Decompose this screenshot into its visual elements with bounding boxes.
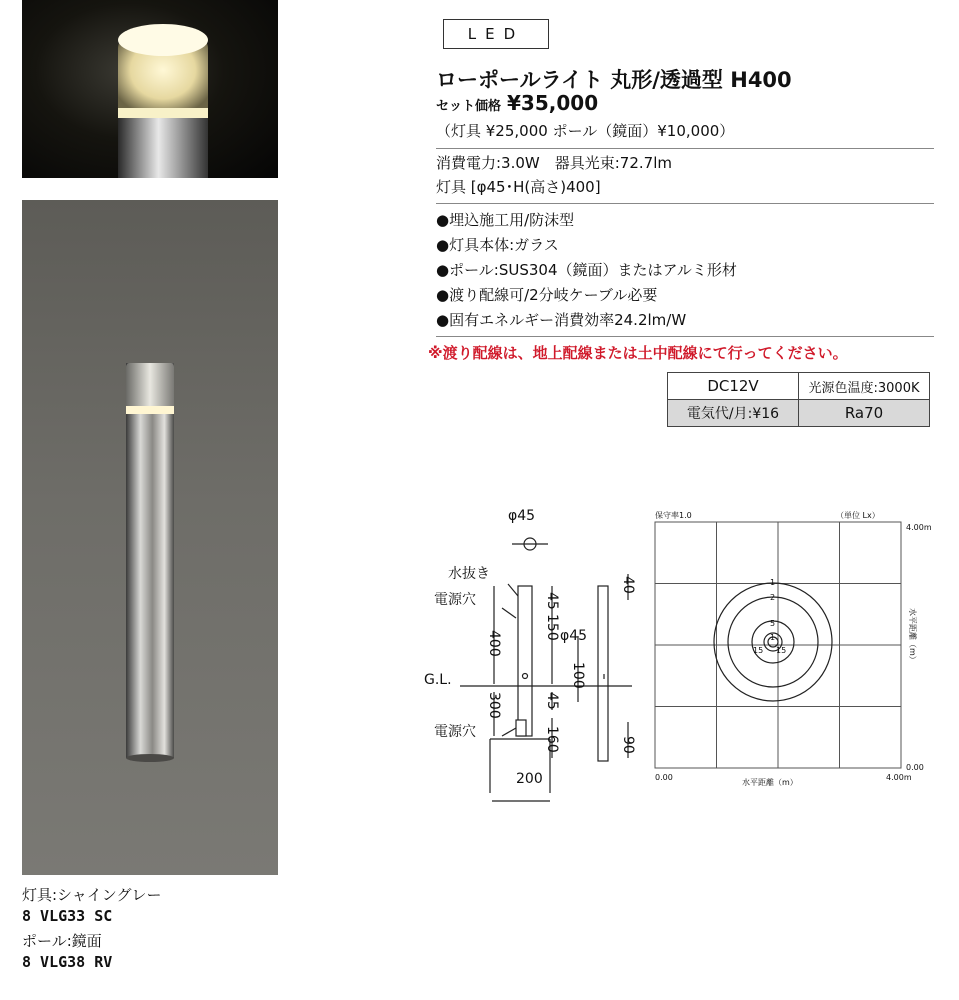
dim-200: 200 [516, 771, 543, 787]
contour-label: 15 [776, 646, 787, 655]
divider [436, 203, 934, 204]
ra-cell: Ra70 [799, 400, 930, 427]
feature-item: ●ポール:SUS304（鏡面）またはアルミ形材 [436, 261, 737, 279]
contour-label: 5 [770, 619, 776, 628]
contour-label: 1 [770, 633, 776, 642]
electricity-cost-cell: 電気代/月:¥16 [668, 400, 799, 427]
drain-label: 水抜き [448, 566, 490, 582]
y-max-label: 4.00m [906, 523, 932, 532]
fixture-finish: 灯具:シャイングレー [22, 886, 162, 904]
maintenance-factor: 保守率1.0 [655, 511, 692, 520]
dim-160: 160 [544, 726, 560, 753]
spec-power-flux: 消費電力:3.0W 器具光束:72.7lm [436, 154, 672, 172]
contour-label: 15 [753, 646, 764, 655]
dim-100: 100 [570, 662, 586, 689]
y-zero-label: 0.00 [906, 763, 924, 772]
set-price-value: ¥35,000 [507, 91, 599, 115]
power-hole-label-lower: 電源穴 [434, 724, 476, 740]
product-photo-closeup [22, 0, 278, 178]
diameter-top-label: φ45 [508, 508, 536, 524]
contour-label: 1 [770, 578, 776, 587]
unit-label: （単位 Lx） [836, 511, 880, 520]
closeup-illustration [22, 0, 278, 178]
pole-illustration [22, 200, 278, 875]
feature-item: ●灯具本体:ガラス [436, 236, 559, 254]
contour-label: 2 [770, 593, 776, 602]
x-max-label: 4.00m [886, 773, 912, 782]
color-temp-cell: 光源色温度:3000K [799, 373, 930, 400]
voltage-cell: DC12V [668, 373, 799, 400]
product-title: ローポールライト 丸形/透過型 H400 [436, 68, 792, 92]
set-price [436, 91, 598, 115]
dim-45-mid: 45 [544, 692, 560, 710]
feature-item: ●固有エネルギー消費効率24.2lm/W [436, 311, 687, 329]
pole-finish: ポール:鏡面 [22, 932, 102, 950]
illuminance-chart [650, 508, 950, 798]
spec-table [667, 372, 930, 427]
dim-300: 300 [486, 692, 502, 719]
price-breakdown: （灯具 ¥25,000 ポール（鏡面）¥10,000） [436, 122, 735, 140]
dim-40: 40 [620, 576, 636, 594]
dim-400: 400 [486, 630, 502, 657]
gl-label: G.L. [424, 672, 452, 688]
dim-45-top: 45 [544, 592, 560, 610]
wiring-note: ※渡り配線は、地上配線または土中配線にて行ってください。 [428, 344, 848, 362]
fixture-code: 8 VLG33 SC [22, 907, 113, 925]
power-hole-label: 電源穴 [434, 592, 476, 608]
feature-item: ●埋込施工用/防沫型 [436, 211, 575, 229]
dim-150: 150 [544, 614, 560, 641]
x-zero-label: 0.00 [655, 773, 673, 782]
diameter-side-label: φ45 [560, 628, 588, 644]
divider [436, 148, 934, 149]
divider [436, 336, 934, 337]
led-badge: LED [443, 19, 549, 49]
set-price-label: セット価格 [436, 99, 502, 114]
feature-item: ●渡り配線可/2分岐ケーブル必要 [436, 286, 658, 304]
y-axis-label: 水平距離（m） [908, 608, 917, 664]
x-axis-label: 水平距離（m） [742, 778, 798, 787]
spec-dimensions: 灯具 [φ45･H(高さ)400] [436, 178, 601, 196]
product-photo-full [22, 200, 278, 875]
pole-code: 8 VLG38 RV [22, 953, 113, 971]
dim-90: 90 [620, 736, 636, 754]
dimension-drawing [420, 496, 650, 816]
